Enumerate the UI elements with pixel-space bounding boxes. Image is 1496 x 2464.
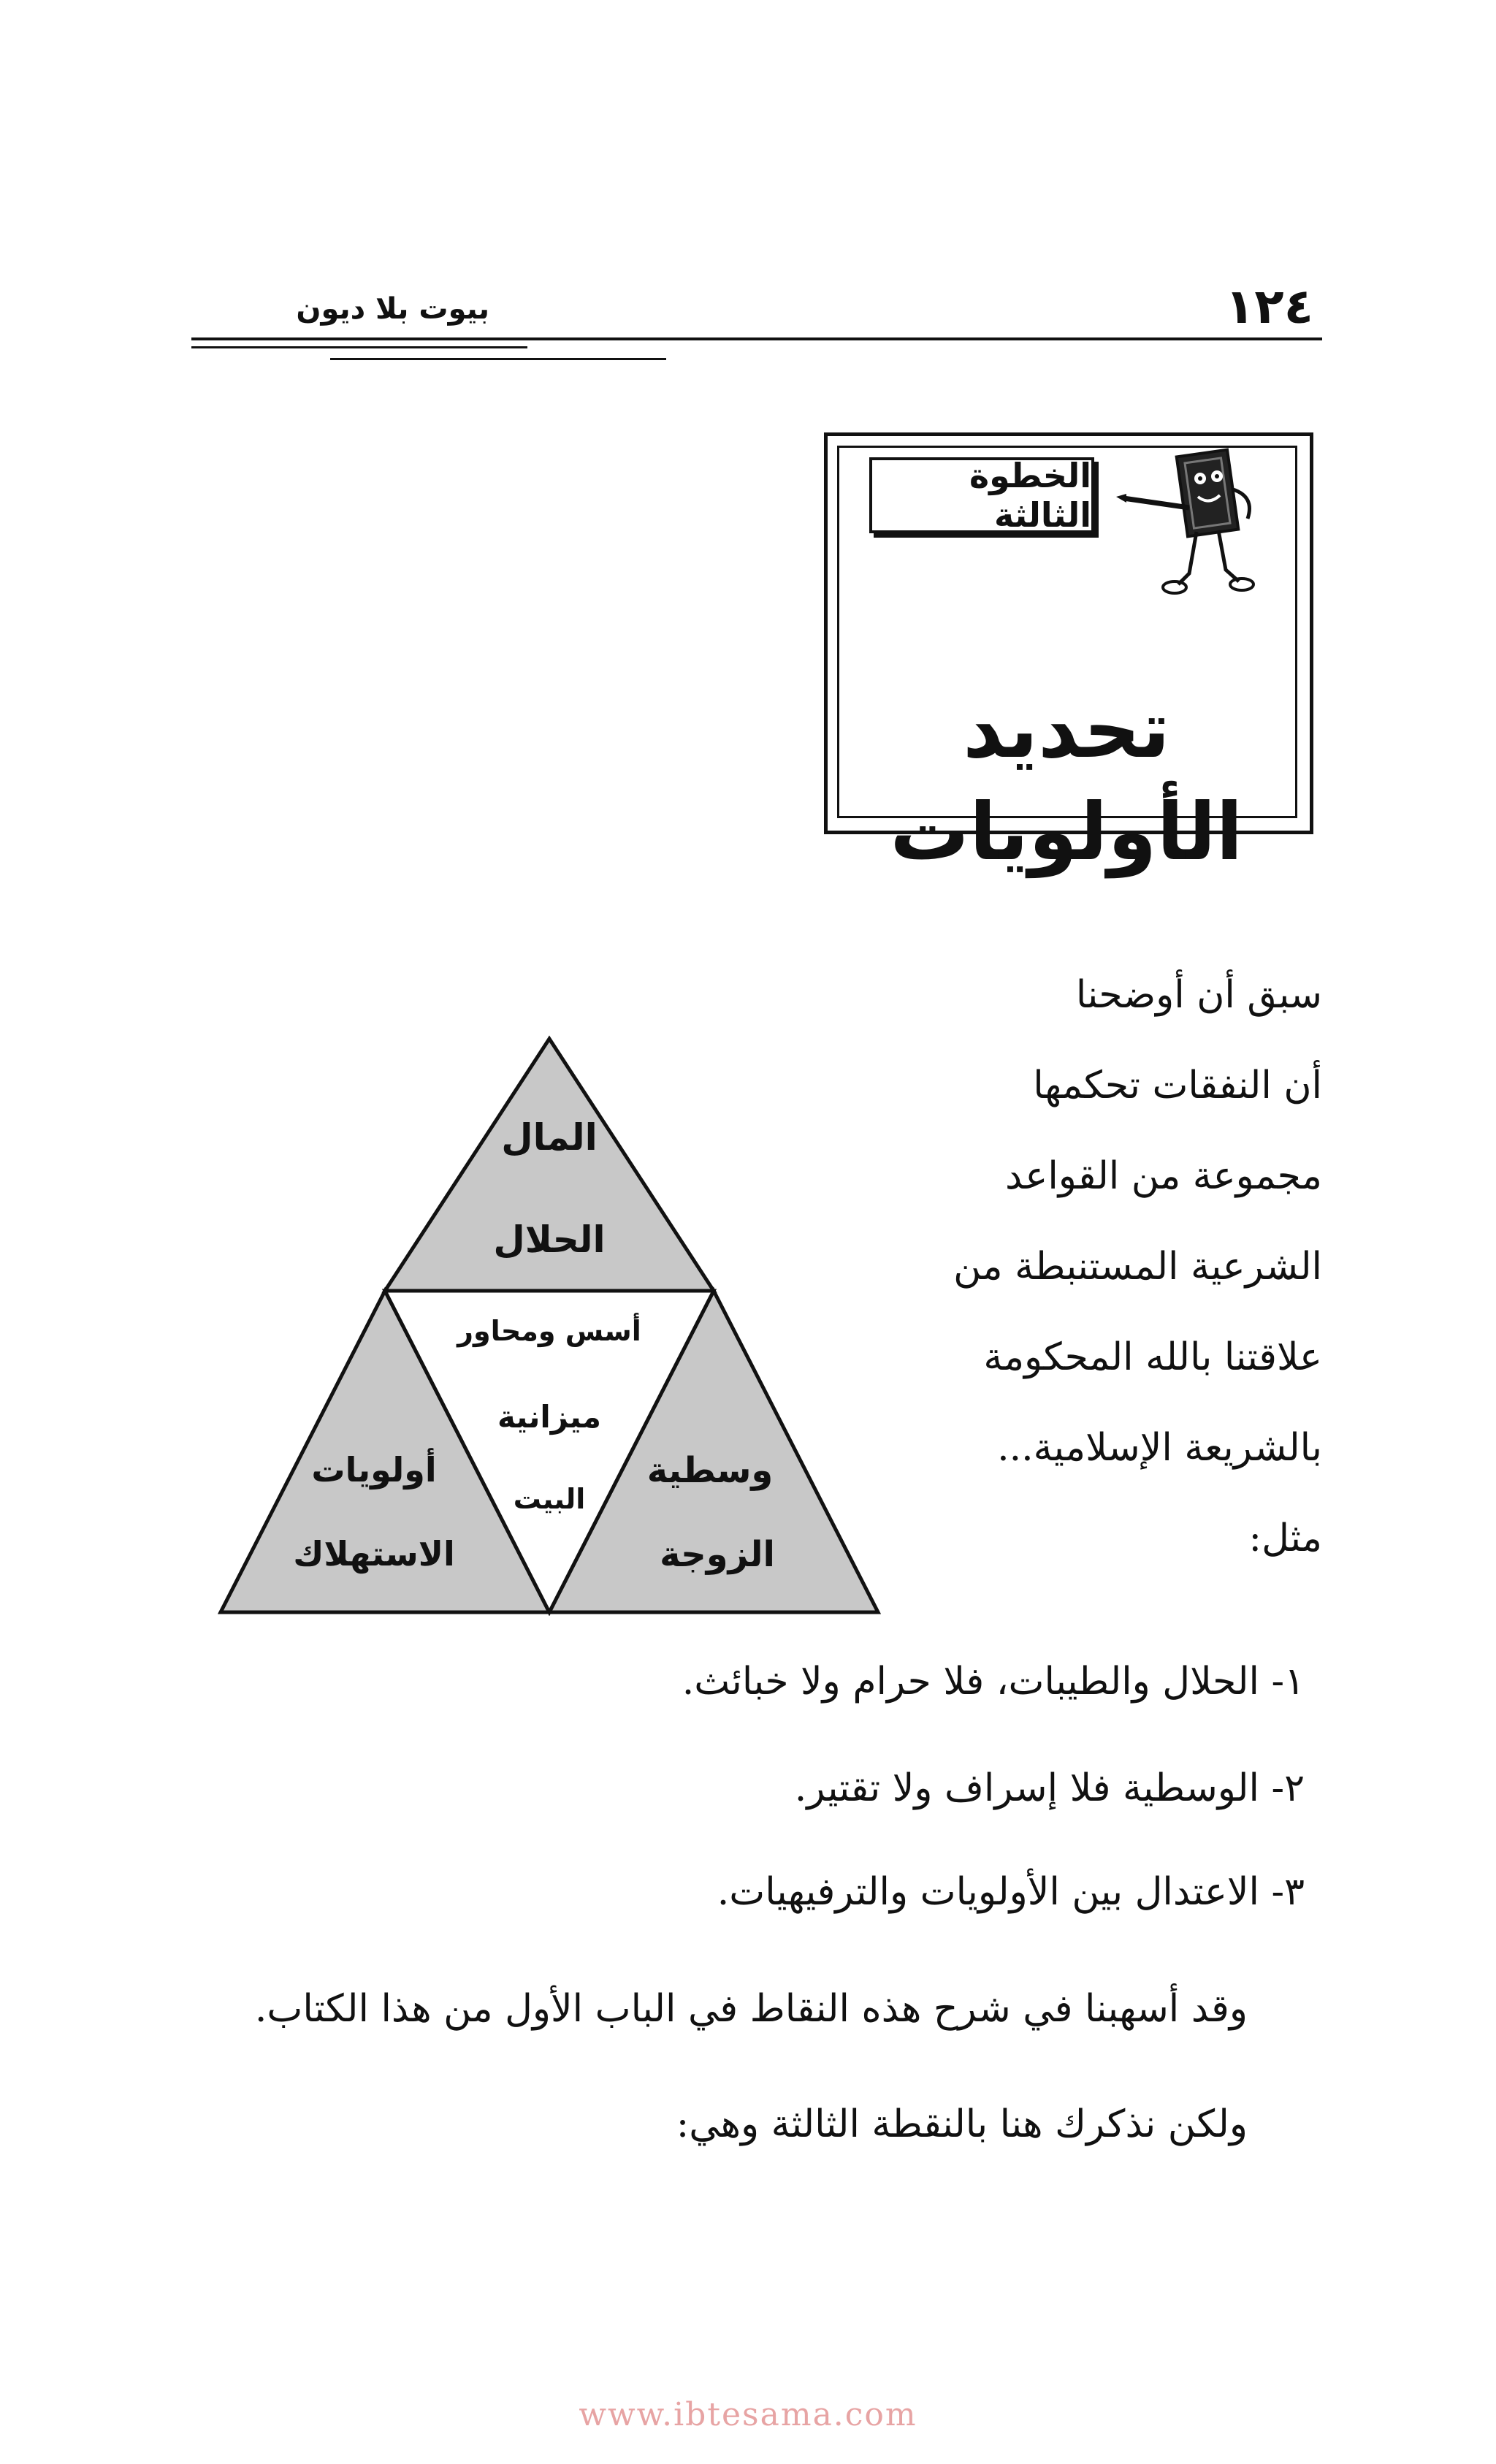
body-paragraph: ولكن نذكرك هنا بالنقطة الثالثة وهي: — [676, 2102, 1248, 2146]
diagram-center-label-3: البيت — [513, 1483, 586, 1515]
watermark: www.ibtesama.com — [579, 2396, 917, 2433]
diagram-top-label-1: المال — [501, 1116, 598, 1159]
diagram-top-label-2: الحلال — [493, 1218, 606, 1261]
body-paragraph: وقد أسهبنا في شرح هذه النقاط في الباب الأول من هذا الكتاب. — [254, 1987, 1248, 2031]
list-item: ٢- الوسطية فلا إسراف ولا تقتير. — [794, 1766, 1305, 1810]
diagram-center-label-2: ميزانية — [497, 1399, 602, 1435]
intro-line: أن النفقات تحكمها — [1033, 1064, 1322, 1107]
page-number: ١٢٤ — [1225, 278, 1313, 335]
intro-line: بالشريعة الإسلامية... — [997, 1426, 1322, 1470]
intro-line: الشرعية المستنبطة من — [953, 1245, 1322, 1289]
intro-line: علاقتنا بالله المحكومة — [983, 1335, 1322, 1379]
intro-paragraph — [891, 950, 1322, 1584]
list-item: ٣- الاعتدال بين الأولويات والترفيهيات. — [717, 1870, 1305, 1914]
step-tag — [869, 457, 1094, 533]
book-mascot-icon — [1116, 438, 1291, 614]
book-title: بيوت بلا ديون — [296, 292, 489, 326]
header-rule-accent-1 — [191, 346, 527, 348]
diagram-center-label-1: أسس ومحاور — [457, 1315, 641, 1347]
header-rule-accent-2 — [330, 358, 666, 360]
diagram-left-label-1: أولويات — [311, 1450, 437, 1490]
intro-line: مجموعة من القواعد — [1005, 1154, 1322, 1198]
intro-line: سبق أن أوضحنا — [1075, 973, 1322, 1017]
step-tag-label: الخطوة الثالثة — [969, 456, 1091, 535]
diagram-left-label-2: الاستهلاك — [293, 1534, 455, 1574]
header-rule — [191, 337, 1322, 340]
diagram-right-label-2: الزوجة — [660, 1534, 775, 1575]
diagram-right-label-1: وسطية — [646, 1450, 774, 1491]
list-item: ١- الحلال والطيبات، فلا حرام ولا خبائث. — [682, 1660, 1305, 1704]
section-title: تحديد الأولويات — [890, 684, 1243, 878]
intro-line: مثل: — [1248, 1517, 1322, 1560]
